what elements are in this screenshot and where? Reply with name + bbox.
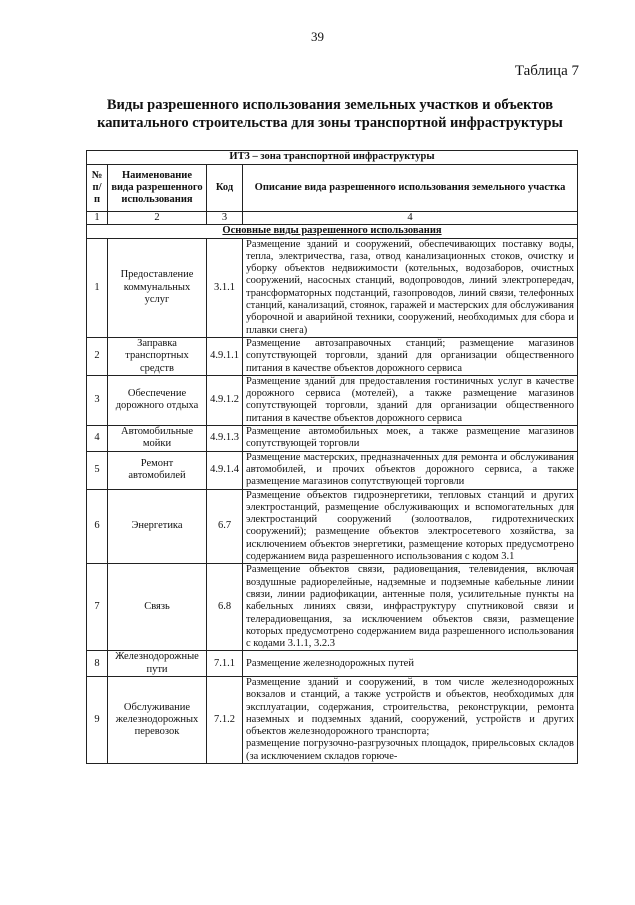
use-type-description (243, 564, 578, 651)
column-header-name: Наименование вида разрешенного использования (108, 165, 207, 212)
use-type-description (243, 238, 578, 337)
use-type-name: Ремонт автомобилей (108, 451, 207, 489)
zone-header-row (87, 151, 578, 165)
use-type-name: Связь (108, 564, 207, 651)
use-type-code: 4.9.1.4 (207, 451, 243, 489)
table-row (87, 375, 578, 425)
page-number: 39 (311, 29, 324, 44)
row-number: 4 (87, 426, 108, 452)
table-row (87, 676, 578, 763)
description-text-continued: размещение погрузочно-разгрузочных площадок, прирельсовых складов (за исключением складов горюче- (246, 738, 574, 762)
column-header-description: Описание вида разрешенного использования земельного участка (243, 165, 578, 212)
use-type-code: 4.9.1.3 (207, 426, 243, 452)
use-type-code: 3.1.1 (207, 238, 243, 337)
row-number: 5 (87, 451, 108, 489)
description-text: Размещение мастерских, предназначенных для ремонта и обслуживания автомобилей, и прочих объектов дорожного сервиса, а также размещение магазинов сопутствующей торговли (246, 451, 574, 488)
use-type-name: Энергетика (108, 489, 207, 564)
table-row (87, 564, 578, 651)
description-text: Размещение зданий и сооружений, в том числе железнодорожных вокзалов и станций, а также устройств и объектов, необходимых для эксплуатации, содержания, строительства, реконструкции, ремонта наземных и подземных зданий, сооружений, устройств и других объектов железнодорожного транспорта; (246, 676, 574, 738)
table-row (87, 238, 578, 337)
section-title: Основные виды разрешенного использования (87, 225, 578, 238)
table-label: Таблица 7 (514, 63, 579, 79)
description-text: Размещение объектов связи, радиовещания, телевидения, включая воздушные радиорелейные, надземные и подземные кабельные линии связи, линии радиофикации, антенные поля, усилительные пункты на кабельных линиях связи, инфраструктуру спутниковой связи и телерадиовещания, за исключением объектов связи, размещение которых предусмотрено содержанием вида разрешенного использования с кодами 3.1.1, 3.2.3 (246, 564, 574, 650)
row-number: 6 (87, 489, 108, 564)
column-number: 1 (87, 212, 108, 225)
use-type-name: Обеспечение дорожного отдыха (108, 375, 207, 425)
use-type-description (243, 337, 578, 375)
row-number: 1 (87, 238, 108, 337)
use-type-description (243, 489, 578, 564)
row-number: 7 (87, 564, 108, 651)
use-type-description (243, 426, 578, 452)
document-title (80, 96, 580, 132)
column-number: 3 (207, 212, 243, 225)
table-row (87, 426, 578, 452)
table-row (87, 651, 578, 677)
use-type-code: 6.8 (207, 564, 243, 651)
description-text: Размещение зданий для предоставления гостиничных услуг в качестве дорожного сервиса (мотелей), а также размещение магазинов сопутствующей торговли, зданий для организации общественного питания в качестве объектов дорожного сервиса (246, 375, 574, 424)
section-row (87, 225, 578, 238)
row-number: 8 (87, 651, 108, 677)
zone-header: ИТ3 – зона транспортной инфраструктуры (87, 151, 578, 165)
description-text: Размещение объектов гидроэнергетики, тепловых станций и других электростанций, размещение обслуживающих и вспомогательных для электростанций сооружений (золоотвалов, гидротехнических сооружений); размещение объектов электросетевого хозяйства, за исключением объектов энергетики, размещение которых предусмотрено содержанием вида разрешенного использования с кодом 3.1 (246, 489, 574, 563)
table-row (87, 451, 578, 489)
use-type-code: 4.9.1.2 (207, 375, 243, 425)
use-type-code: 7.1.2 (207, 676, 243, 763)
use-type-code: 6.7 (207, 489, 243, 564)
use-type-description (243, 451, 578, 489)
title-line-1: Виды разрешенного использования земельных участков и объектов (106, 97, 554, 113)
column-header-row (87, 165, 578, 212)
use-type-code: 4.9.1.1 (207, 337, 243, 375)
column-number: 4 (243, 212, 578, 225)
description-text: Размещение зданий и сооружений, обеспечивающих поставку воды, тепла, электричества, газа, отвод канализационных стоков, очистку и уборку объектов недвижимости (котельных, водозаборов, очистных сооружений, насосных станций, водопроводов, линий электропередач, трансформаторных подстанций, газопроводов, линий связи, телефонных станций, канализаций, стоянок, гаражей и мастерских для обслуживания уборочной и аварийной техники, сооружений, необходимых для сбора и плавки снега) (246, 238, 574, 336)
title-line-2: капитального строительства для зоны транспортной инфраструктуры (97, 115, 563, 131)
row-number: 3 (87, 375, 108, 425)
land-use-table (86, 150, 578, 764)
table-row (87, 337, 578, 375)
use-type-description (243, 676, 578, 763)
use-type-name: Железнодорожные пути (108, 651, 207, 677)
row-number: 2 (87, 337, 108, 375)
use-type-description (243, 651, 578, 677)
column-number-row (87, 212, 578, 225)
use-type-name: Обслуживание железнодорожных перевозок (108, 676, 207, 763)
column-header-num: № п/п (87, 165, 108, 212)
description-text: Размещение автозаправочных станций; размещение магазинов сопутствующей торговли, зданий для организации общественного питания в качестве объектов дорожного сервиса (246, 337, 574, 374)
column-header-code: Код (207, 165, 243, 212)
description-text: Размещение железнодорожных путей (246, 657, 414, 669)
description-text: Размещение автомобильных моек, а также размещение магазинов сопутствующей торговли (246, 426, 574, 450)
use-type-name: Предоставление коммунальных услуг (108, 238, 207, 337)
use-type-code: 7.1.1 (207, 651, 243, 677)
use-type-name: Заправка транспортных средств (108, 337, 207, 375)
table-row (87, 489, 578, 564)
row-number: 9 (87, 676, 108, 763)
use-type-description (243, 375, 578, 425)
column-number: 2 (108, 212, 207, 225)
table-body (87, 238, 578, 763)
use-type-name: Автомобильные мойки (108, 426, 207, 452)
